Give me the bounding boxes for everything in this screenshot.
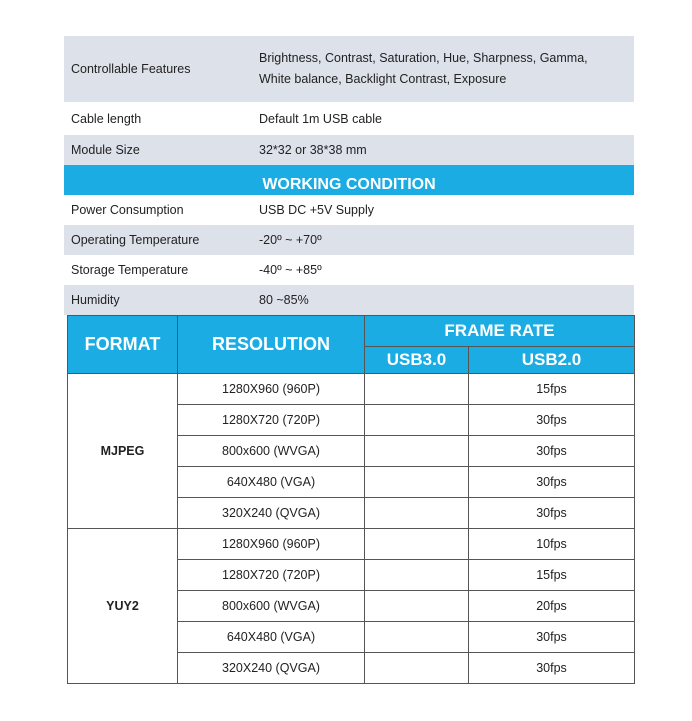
usb3-cell: [365, 653, 469, 684]
spec-value-line2: White balance, Backlight Contrast, Exposure: [259, 72, 507, 86]
usb3-cell: [365, 436, 469, 467]
usb3-cell: [365, 622, 469, 653]
resolution-cell: 1280X720 (720P): [178, 405, 365, 436]
header-usb2: USB2.0: [469, 347, 635, 374]
format-cell-mjpeg: MJPEG: [68, 374, 178, 529]
usb3-cell: [365, 529, 469, 560]
usb2-cell: 30fps: [469, 653, 635, 684]
spec-label: Cable length: [71, 112, 142, 126]
header-usb3: USB3.0: [365, 347, 469, 374]
spec-sheet: [64, 36, 634, 315]
spec-value: -40º ~ +85º: [259, 262, 322, 277]
spec-row-power-consumption: [64, 195, 634, 225]
spec-label: Module Size: [71, 143, 140, 157]
spec-label: Power Consumption: [71, 203, 184, 217]
usb2-cell: 30fps: [469, 622, 635, 653]
usb2-cell: 30fps: [469, 436, 635, 467]
resolution-cell: 1280X720 (720P): [178, 560, 365, 591]
spec-row-humidity: [64, 285, 634, 315]
spec-label: Humidity: [71, 293, 120, 307]
resolution-cell: 640X480 (VGA): [178, 622, 365, 653]
spec-row-operating-temperature: [64, 225, 634, 255]
usb2-cell: 15fps: [469, 374, 635, 405]
format-cell-yuy2: YUY2: [68, 529, 178, 684]
header-resolution: RESOLUTION: [178, 316, 365, 374]
usb2-cell: 10fps: [469, 529, 635, 560]
spec-row-controllable-features: [64, 36, 634, 102]
usb3-cell: [365, 560, 469, 591]
resolution-cell: 800x600 (WVGA): [178, 436, 365, 467]
spec-value: 32*32 or 38*38 mm: [259, 142, 367, 157]
spec-value: 80 ~85%: [259, 292, 309, 307]
frame-rate-table: [67, 315, 635, 684]
spec-value: [259, 48, 634, 90]
usb3-cell: [365, 405, 469, 436]
header-format: FORMAT: [68, 316, 178, 374]
usb2-cell: 20fps: [469, 591, 635, 622]
usb3-cell: [365, 374, 469, 405]
spec-row-module-size: [64, 135, 634, 165]
spec-label: Operating Temperature: [71, 233, 200, 247]
spec-row-cable-length: [64, 104, 634, 134]
spec-row-storage-temperature: [64, 255, 634, 285]
usb2-cell: 15fps: [469, 560, 635, 591]
header-frame-rate: FRAME RATE: [365, 316, 635, 347]
resolution-cell: 1280X960 (960P): [178, 529, 365, 560]
resolution-cell: 640X480 (VGA): [178, 467, 365, 498]
spec-value-line1: Brightness, Contrast, Saturation, Hue, Sharpness, Gamma,: [259, 51, 588, 65]
spec-label: Storage Temperature: [71, 263, 189, 277]
spec-value: -20º ~ +70º: [259, 232, 322, 247]
resolution-cell: 320X240 (QVGA): [178, 653, 365, 684]
section-title-working-condition: WORKING CONDITION: [64, 165, 634, 199]
spec-value: USB DC +5V Supply: [259, 202, 374, 217]
resolution-cell: 320X240 (QVGA): [178, 498, 365, 529]
usb3-cell: [365, 467, 469, 498]
usb2-cell: 30fps: [469, 405, 635, 436]
usb2-cell: 30fps: [469, 467, 635, 498]
table-row: [68, 529, 635, 560]
table-row: [68, 374, 635, 405]
usb2-cell: 30fps: [469, 498, 635, 529]
spec-label: Controllable Features: [71, 62, 191, 76]
usb3-cell: [365, 591, 469, 622]
resolution-cell: 1280X960 (960P): [178, 374, 365, 405]
spec-value: Default 1m USB cable: [259, 111, 382, 126]
resolution-cell: 800x600 (WVGA): [178, 591, 365, 622]
usb3-cell: [365, 498, 469, 529]
